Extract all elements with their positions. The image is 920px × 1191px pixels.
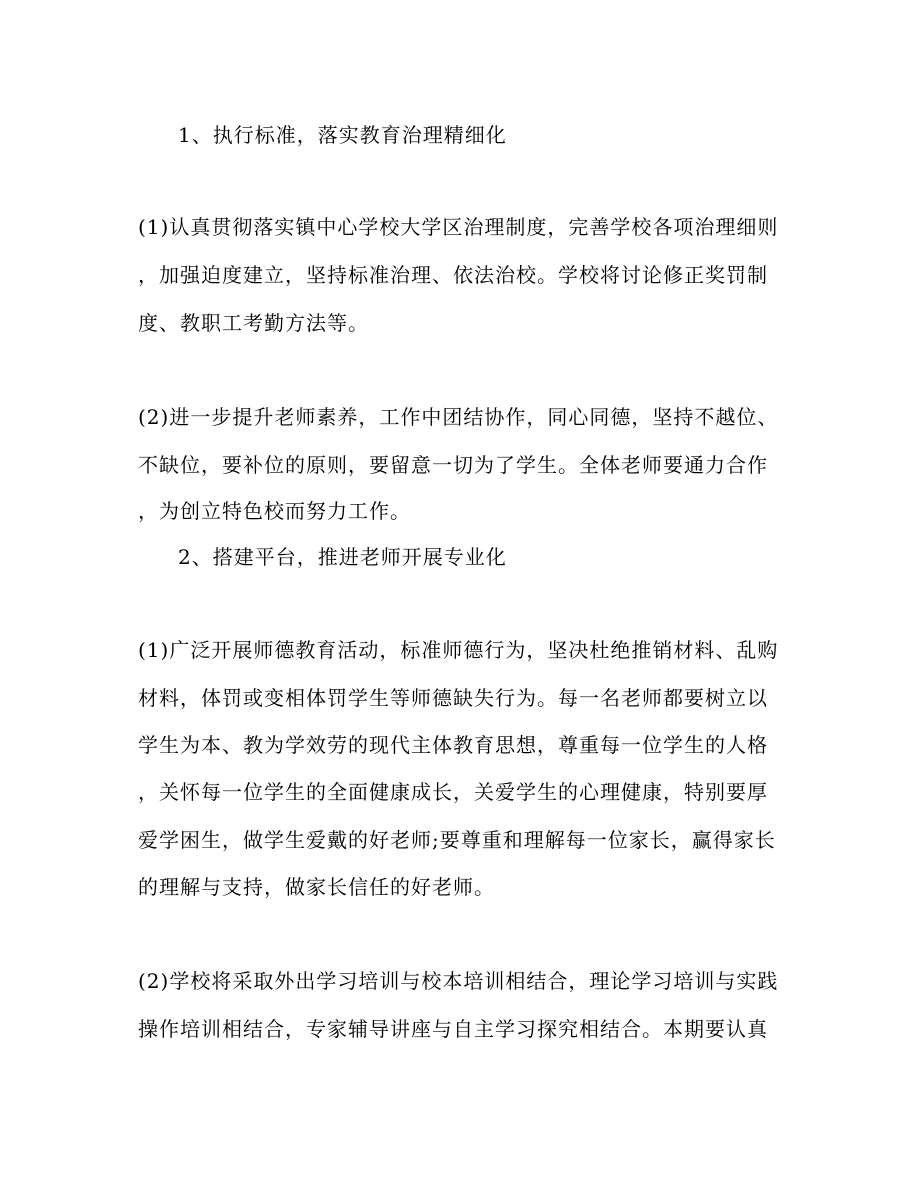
paragraph-line: 的理解与支持，做家长信任的好老师。 (138, 875, 495, 899)
paragraph-line: 材料，体罚或变相体罚学生等师德缺失行为。每一名老师都要树立以 (138, 686, 768, 710)
paragraph-line: (1)广泛开展师德教育活动，标准师德行为，坚决杜绝推销材料、乱购 (138, 638, 779, 662)
paragraph-line: 爱学困生，做学生爱戴的好老师;要尊重和理解每一位家长，赢得家长 (138, 828, 776, 852)
paragraph-line: 操作培训相结合，专家辅导讲座与自主学习探究相结合。本期要认真 (138, 1017, 768, 1041)
section-heading-1: 1、执行标准，落实教育治理精细化 (178, 123, 507, 147)
paragraph-line: (1)认真贯彻落实镇中心学校大学区治理制度，完善学校各项治理细则 (138, 215, 779, 239)
section-heading-2: 2、搭建平台，推进老师开展专业化 (178, 545, 507, 569)
paragraph-line: ，为创立特色校而努力工作。 (138, 499, 411, 523)
paragraph-line: (2)学校将采取外出学习培训与校本培训相结合，理论学习培训与实践 (138, 969, 779, 993)
paragraph-line: ，加强迫度建立，坚持标准治理、依法治校。学校将讨论修正奖罚制 (138, 263, 768, 287)
paragraph-line: (2)进一步提升老师素养，工作中团结协作，同心同德，坚持不越位、 (138, 405, 779, 429)
paragraph-line: 不缺位，要补位的原则，要留意一切为了学生。全体老师要通力合作 (138, 453, 768, 477)
paragraph-line: ，关怀每一位学生的全面健康成长，关爱学生的心理健康，特别要厚 (138, 780, 768, 804)
paragraph-line: 度、教职工考勤方法等。 (138, 311, 369, 335)
paragraph-line: 学生为本、教为学效劳的现代主体教育思想，尊重每一位学生的人格 (138, 733, 768, 757)
